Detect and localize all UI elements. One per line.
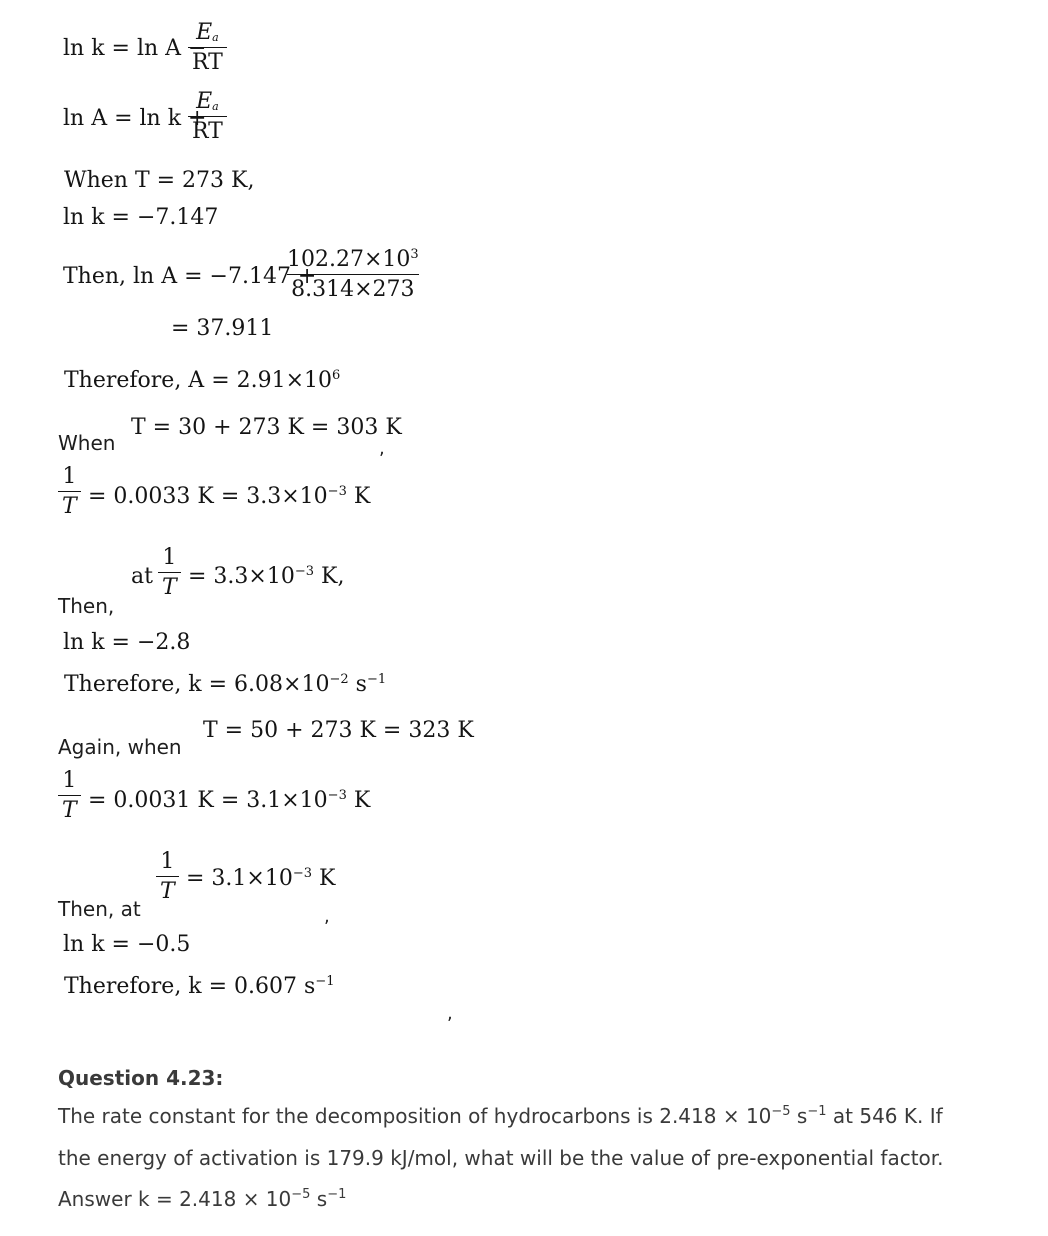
answer-line: Answer $k = 2.418 \times 10^{-5}$ $s^{-1}$ (58, 1187, 347, 1211)
eq-ea-over-rt-fraction: $\frac{E_a}{RT}$ (188, 22, 227, 74)
when-label: When (58, 431, 116, 455)
one-over-t-fraction-4: $\frac{1}{T}$ (156, 851, 179, 903)
therefore-a: Therefore, $A = 2.91\times 10^6$ (64, 368, 341, 393)
therefore-k-2: Therefore, k = 0.607 $s^{-1}$ (64, 974, 335, 999)
one-over-t-value: = $3.3\times 10^{-3}$ K, (188, 564, 345, 589)
therefore-k-1: Therefore, $k = 6.08\times 10^{-2}$ $s^{-1}$ (64, 672, 387, 697)
at-label: at (131, 564, 153, 589)
question-title: Question 4.23: (58, 1066, 224, 1090)
question-text-line-1: The rate constant for the decomposition of hydrocarbons is $2.418 \times 10^{-5}$ $s^{-1}$ at 546 K. If (58, 1104, 943, 1128)
lnk-value-1: ln k = −7.147 (63, 205, 219, 230)
then-label: Then, (58, 594, 115, 618)
t-303-equation: T = 30 + 273 K = 303 K (131, 415, 402, 440)
stray-comma-2: , (324, 906, 330, 927)
one-over-t-323: = 0.0031 $K = 3.1\times 10^{-3}$ K (88, 788, 371, 813)
eq-lnk-lhs: ln k = ln A − (63, 36, 207, 61)
one-over-t-value-2: = $3.1\times 10^{-3}$ K (186, 866, 336, 891)
one-over-t-303: = 0.0033 $K = 3.3\times 10^{-3}$ K (88, 484, 371, 509)
one-over-t-fraction-3: $\frac{1}{T}$ (58, 770, 81, 822)
when-t-273: When T = 273 K, (64, 168, 255, 193)
t-323-equation: T = 50 + 273 K = 323 K (203, 718, 474, 743)
then-lna-lhs: Then, ln A = −7.147 + (63, 264, 317, 289)
lnk-value-2: ln k = −2.8 (63, 630, 191, 655)
again-when-label: Again, when (58, 735, 182, 759)
stray-comma: , (379, 438, 385, 459)
one-over-t-fraction: $\frac{1}{T}$ (58, 466, 81, 518)
question-text-line-2: the energy of activation is 179.9 kJ/mol, what will be the value of pre-exponential factor. (58, 1146, 944, 1170)
lna-result: = 37.911 (171, 316, 274, 341)
lnk-value-3: ln k = −0.5 (63, 932, 191, 957)
eq-ea-over-rt-fraction-2: $\frac{E_a}{RT}$ (188, 91, 227, 143)
stray-comma-3: , (447, 1003, 453, 1024)
one-over-t-fraction-2: $\frac{1}{T}$ (158, 547, 181, 599)
eq-lna-lhs: ln A = ln k + (63, 106, 207, 131)
then-at-label: Then, at (58, 897, 141, 921)
lna-fraction: $\frac{102.27\times 10^3}{8.314\times 273}$ (287, 247, 419, 302)
